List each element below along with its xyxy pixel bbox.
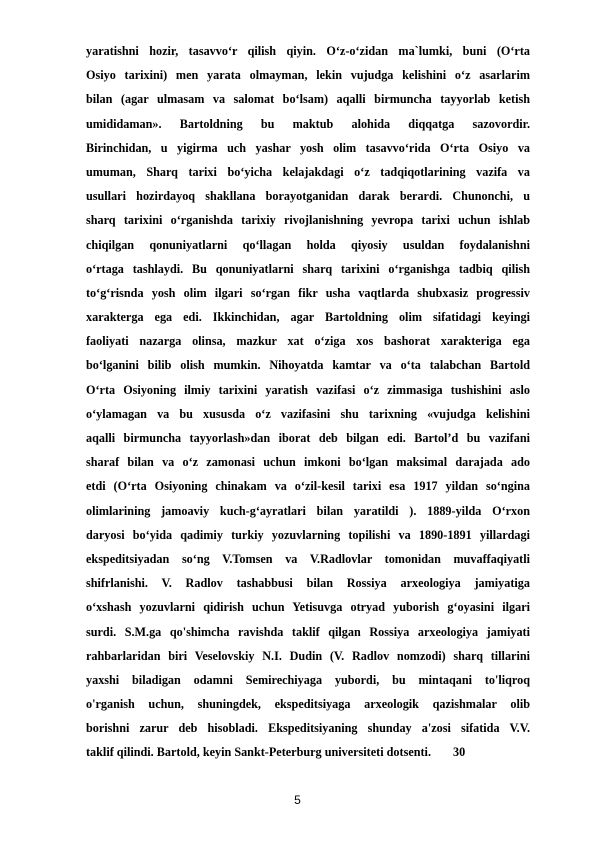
text-line: o‘ylamagan va bu xususda o‘z vazifasini shu tarixning «vujudga kelishini (86, 406, 530, 421)
text-line: daryosi bo‘yida qadimiy turkiy yozuvlarning topilishi va 1890-1891 yillardagi (86, 527, 530, 542)
body-text (86, 39, 530, 765)
text-line: o‘rtaga tashlaydi. Bu qonuniyatlarni sharq tarixini o‘rganishga tadbiq qilish (86, 261, 530, 276)
text-line: umididaman». Bartoldning bu maktub alohida diqqatga sazovordir. (86, 116, 530, 131)
text-line: Osiyo tarixini) men yarata olmayman, lekin vujudga kelishini o‘z asarlarim (86, 68, 530, 83)
text-line: sharq tarixini o‘rganishda tarixiy rivojlanishning yevropa tarixi uchun ishlab (86, 213, 530, 228)
text-line: borishni zarur deb hisobladi. Ekspeditsiyaning shunday a'zosi sifatida V.V. (86, 721, 530, 736)
text-line: o‘xshash yozuvlarni qidirish uchun Yetisuvga otryad yuborish g‘oyasini ilgari (86, 600, 530, 615)
text-line: bilan (agar ulmasam va salomat bo‘lsam) aqalli birmuncha tayyorlab ketish (86, 92, 530, 107)
text-line: yaxshi biladigan odamni Semirechiyaga yubordi, bu mintaqani to'liqroq (86, 672, 530, 687)
page-number: 5 (294, 793, 301, 807)
text-line-content: taklif qilindi. Bartold, keyin Sankt-Peterburg universiteti dotsenti. (86, 745, 431, 760)
text-line: shifrlanishi. V. Radlov tashabbusi bilan Rossiya arxeologiya jamiyatiga (86, 576, 530, 591)
text-line: olimlarining jamoaviy kuch-g‘ayratlari bilan yaratildi ). 1889-yilda O‘rxon (86, 503, 530, 518)
text-line: chiqilgan qonuniyatlarni qo‘llagan holda qiyosiy usuldan foydalanishni (86, 237, 530, 252)
text-line: usullari hozirdayoq shakllana borayotganidan darak berardi. Chunonchi, u (86, 189, 530, 204)
text-line: to‘g‘risnda yosh olim ilgari so‘rgan fikr usha vaqtlarda shubxasiz progressiv (86, 285, 530, 300)
text-line: o'rganish uchun, shuningdek, ekspeditsiyaga arxeologik qazishmalar olib (86, 697, 530, 712)
text-line: ekspeditsiyadan so‘ng V.Tomsen va V.Radlovlar tomonidan muvaffaqiyatli (86, 551, 530, 566)
text-line-last (86, 740, 530, 764)
text-line: sharaf bilan va o‘z zamonasi uchun imkoni bo‘lgan maksimal darajada ado (86, 455, 530, 470)
text-line: etdi (O‘rta Osiyoning chinakam va o‘zil-kesil tarixi esa 1917 yildan so‘ngina (86, 479, 530, 494)
text-line: yaratishni hozir, tasavvo‘r qilish qiyin. O‘z-o‘zidan ma`lumki, buni (O‘rta (86, 44, 530, 58)
text-line: umuman, Sharq tarixi bo‘yicha kelajakdagi o‘z tadqiqotlarining vazifa va (86, 164, 530, 179)
text-line: xarakterga ega edi. Ikkinchidan, agar Bartoldning olim sifatidagi keyingi (86, 310, 530, 325)
text-line: Birinchidan, u yigirma uch yashar yosh olim tasavvo‘rida O‘rta Osiyo va (86, 140, 530, 155)
text-line: surdi. S.M.ga qo'shimcha ravishda taklif qilgan Rossiya arxeologiya jamiyati (86, 624, 530, 639)
footnote-reference: 30 (453, 745, 466, 760)
text-line: aqalli birmuncha tayyorlash»dan iborat deb bilgan edi. Bartol’d bu vazifani (86, 431, 530, 445)
text-line: rahbarlaridan biri Veselovskiy N.I. Dudin (V. Radlov nomzodi) sharq tillarini (86, 648, 530, 663)
text-line: faoliyati nazarga olinsa, mazkur xat o‘ziga xos bashorat xarakteriga ega (86, 334, 530, 349)
text-line: bo‘lganini bilib olish mumkin. Nihoyatda kamtar va o‘ta talabchan Bartold (86, 358, 530, 373)
text-line: O‘rta Osiyoning ilmiy tarixini yaratish vazifasi o‘z zimmasiga tushishini aslo (86, 382, 530, 397)
